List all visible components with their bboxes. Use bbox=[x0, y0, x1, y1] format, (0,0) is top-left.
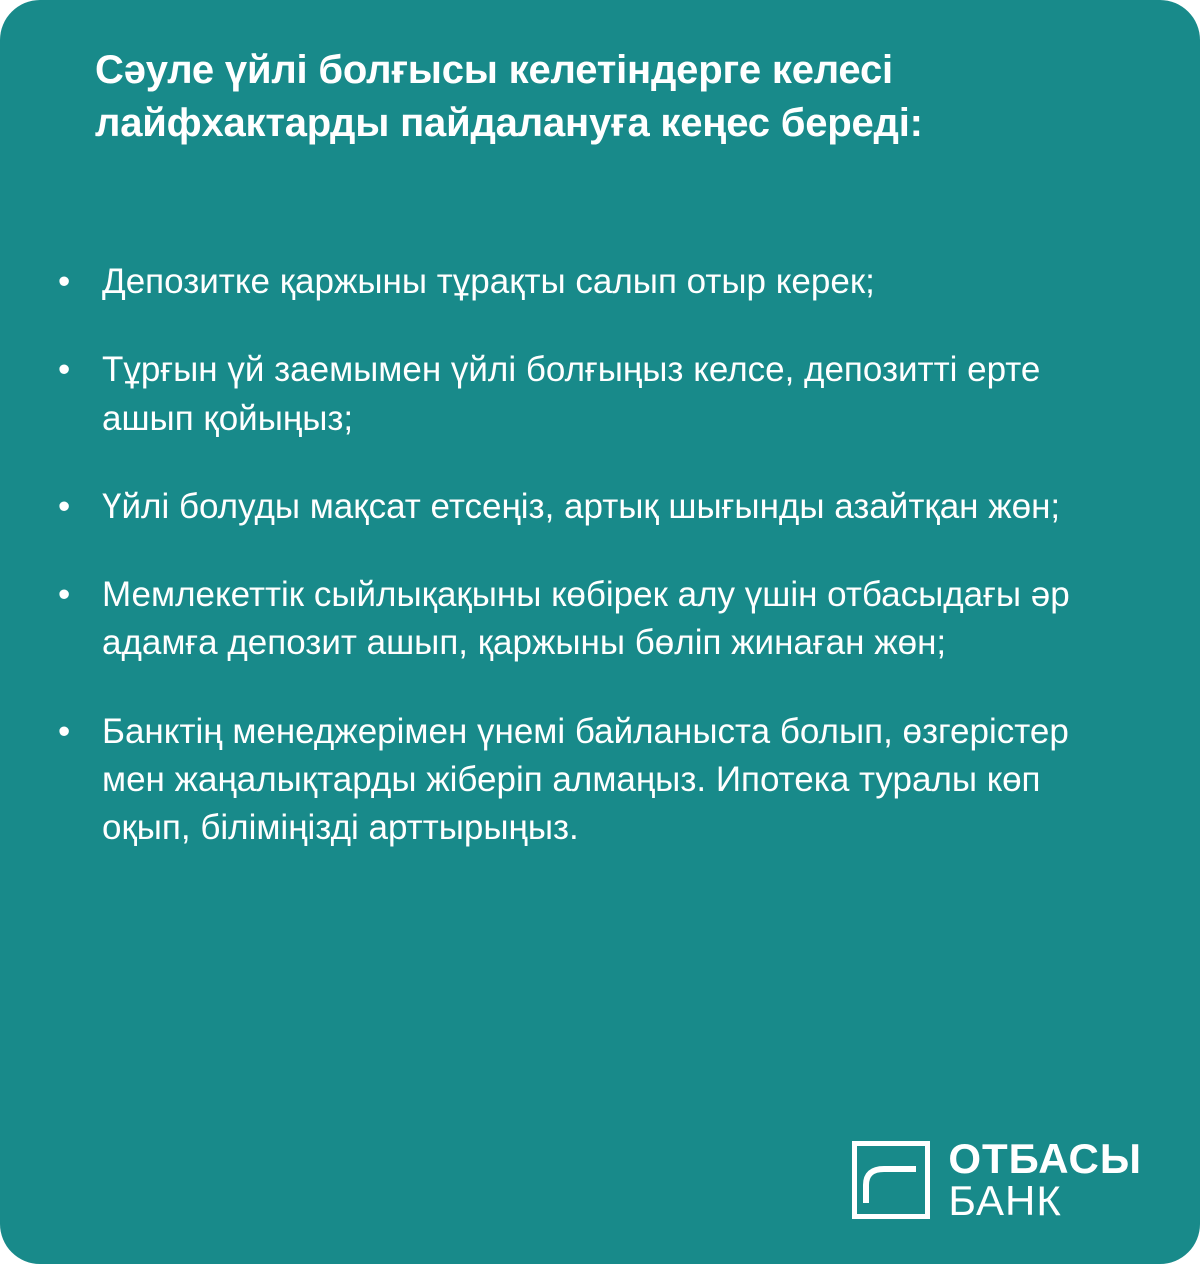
list-item bbox=[48, 571, 1128, 668]
list-item bbox=[48, 258, 1128, 306]
list-item bbox=[48, 708, 1128, 853]
page-title: Сәуле үйлі болғысы келетіндерге келесі лайфхактарды пайдалануға кеңес береді: bbox=[95, 48, 923, 146]
list-item bbox=[48, 483, 1128, 531]
bullet-icon: • bbox=[58, 486, 71, 526]
list-item-label: Үйлі болуды мақсат етсеңіз, артық шығынды азайтқан жөн; bbox=[102, 486, 1061, 526]
bullet-icon: • bbox=[58, 262, 71, 301]
brand-logo bbox=[852, 1135, 1142, 1224]
bullet-icon: • bbox=[58, 711, 71, 751]
list-item-label: Тұрғын үй заемымен үйлі болғыңыз келсе, депозитті ерте ашып қойыңыз; bbox=[102, 350, 1041, 438]
list-item-label: Депозитке қаржыны тұрақты салып отыр керек; bbox=[102, 262, 875, 301]
house-roof-icon bbox=[852, 1141, 930, 1219]
brand-line-1: ОТБАСЫ bbox=[948, 1135, 1142, 1182]
brand-line-2: БАНК bbox=[948, 1177, 1062, 1224]
list-item-label: Мемлекеттік сыйлықақыны көбірек алу үшін отбасыдағы әр адамға депозит ашып, қаржыны бөліп жинаған жөн; bbox=[102, 575, 1070, 663]
brand-wordmark bbox=[948, 1135, 1142, 1224]
list-item bbox=[48, 346, 1128, 443]
tips-list bbox=[48, 258, 1128, 893]
list-item-label: Банктің менеджерімен үнемі байланыста болып, өзгерістер мен жаңалықтарды жіберіп алмаңыз. Ипотека туралы көп оқып, біліміңізді арттырыңыз. bbox=[102, 711, 1069, 848]
bullet-icon: • bbox=[58, 350, 71, 390]
bullet-icon: • bbox=[58, 575, 71, 615]
